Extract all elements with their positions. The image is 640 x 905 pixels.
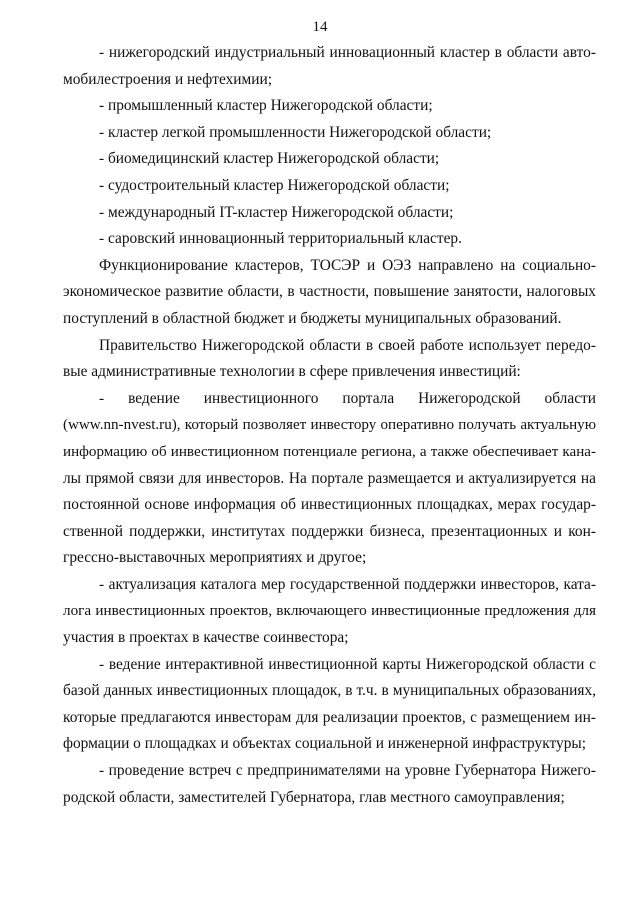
text-line: экономическое развитие области, в частности, повышение занятости, налоговых [63, 283, 596, 301]
text-line: Правительство Нижегородской области в своей работе использует передо- [99, 336, 596, 354]
text-line: базой данных инвестиционных площадок, в т.ч. в муниципальных образованиях, [63, 682, 596, 700]
text-line: вые административные технологии в сфере привлечения инвестиций: [63, 363, 521, 381]
text-line: Функционирование кластеров, ТОСЭР и ОЭЗ направлено на социально- [99, 256, 596, 274]
text-line: - международный IT-кластер Нижегородской области; [99, 203, 454, 221]
text-line: (www.nn-nvest.ru), который позволяет инвестору оперативно получать актуальную [63, 417, 596, 434]
text-line: мобилестроения и нефтехимии; [63, 70, 273, 88]
text-line: которые предлагаются инвесторам для реализации проектов, с размещением ин- [63, 708, 596, 726]
text-line: поступлений в областной бюджет и бюджеты муниципальных образований. [63, 309, 562, 327]
text-line: - проведение встреч с предпринимателями на уровне Губернатора Нижего- [99, 762, 596, 780]
text-line: - нижегородский индустриальный инновационный кластер в области авто- [99, 44, 596, 61]
body-text [63, 40, 596, 811]
text-line: - ведение интерактивной инвестиционной карты Нижегородской области с [99, 655, 596, 673]
text-line: - саровский инновационный территориальный кластер. [99, 230, 462, 248]
text-line: информацию об инвестиционном потенциале региона, а также обеспечивает кана- [63, 443, 596, 460]
text-line: ственной поддержки, институтах поддержки бизнеса, презентационных и кон- [63, 522, 596, 540]
text-line: постоянной основе информация об инвестиционных площадках, мерах государ- [63, 496, 596, 514]
text-line: лы прямой связи для инвесторов. На портале размещается и актуализируется на [63, 469, 596, 487]
text-line: - биомедицинский кластер Нижегородской области; [99, 150, 440, 168]
text-line: грессно-выставочных мероприятиях и другое; [63, 549, 367, 567]
text-line: - промышленный кластер Нижегородской области; [99, 97, 433, 115]
text-line: формации о площадках и объектах социальной и инженерной инфраструктуры; [63, 735, 587, 753]
text-line: - кластер легкой промышленности Нижегородской области; [99, 123, 492, 141]
text-line: - ведение инвестиционного портала Нижегородской области [99, 389, 596, 407]
text-line: - судостроительный кластер Нижегородской области; [99, 176, 450, 194]
text-line: участия в проектах в качестве соинвестора; [63, 629, 349, 647]
page-number: 14 [312, 19, 328, 35]
text-line: - актуализация каталога мер государственной поддержки инвесторов, ката- [99, 575, 596, 593]
text-line: родской области, заместителей Губернатора, глав местного самоуправления; [63, 788, 565, 806]
text-line: лога инвестиционных проектов, включающего инвестиционные предложения для [63, 602, 596, 620]
